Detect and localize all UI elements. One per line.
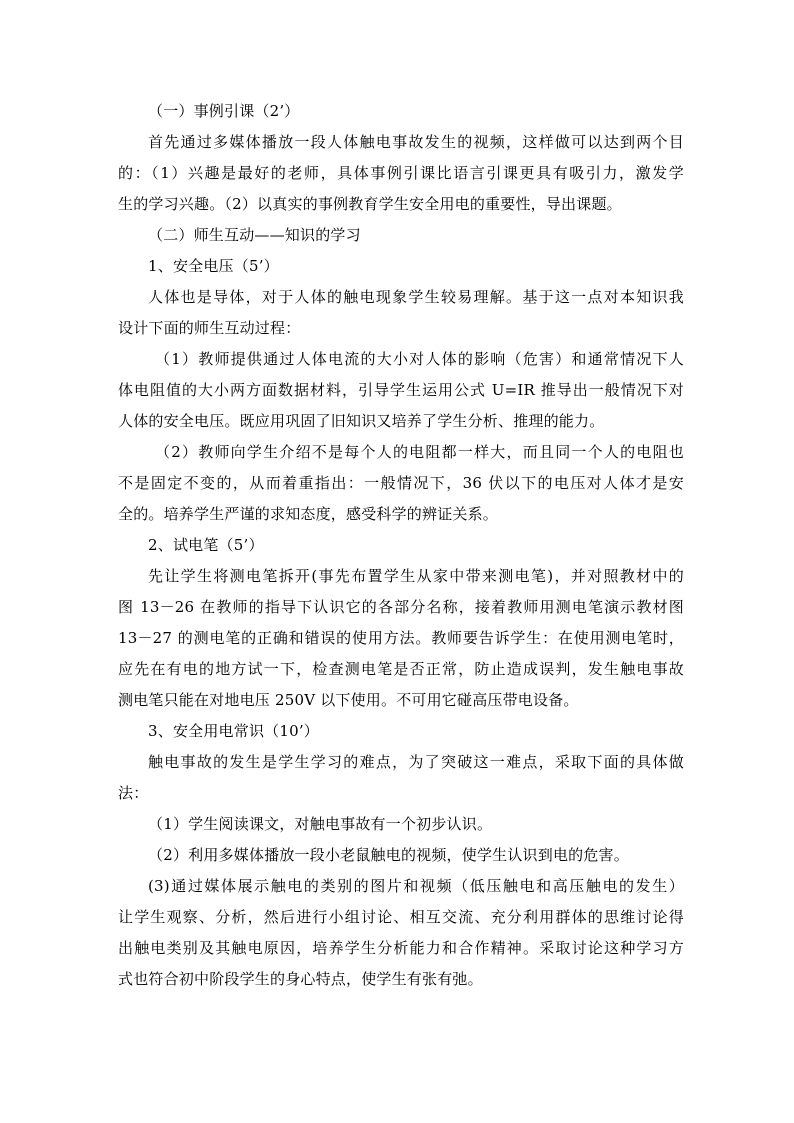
paragraph-line: 的：（1）兴趣是最好的老师，具体事例引课比语言引课更具有吸引力，激发学 xyxy=(118,164,684,182)
list-item-line: （2）利用多媒体播放一段小老鼠触电的视频，使学生认识到电的危害。 xyxy=(148,846,629,864)
paragraph-line: 全的。培养学生严谨的求知态度，感受科学的辨证关系。 xyxy=(118,505,499,523)
list-item-line: （1）教师提供通过人体电流的大小对人体的影响（危害）和通常情况下人 xyxy=(155,350,684,368)
paragraph-line: 法： xyxy=(118,784,149,802)
section-heading-2: （二）师生互动——知识的学习 xyxy=(148,226,361,244)
list-item-line: （2）教师向学生介绍不是每个人的电阻都一样大，而且同一个人的电阻也 xyxy=(155,443,684,461)
paragraph-line: 触电事故的发生是学生学习的难点，为了突破这一难点，采取下面的具体做 xyxy=(148,753,684,771)
paragraph-line: 出触电类别及其触电原因，培养学生分析能力和合作精神。采取讨论这种学习方 xyxy=(118,939,684,957)
paragraph-line: 设计下面的师生互动过程： xyxy=(118,319,301,337)
paragraph-line: 先让学生将测电笔拆开(事先布置学生从家中带来测电笔)，并对照教材中的 xyxy=(148,567,684,585)
paragraph-line: 体电阻值的大小两方面数据材料，引导学生运用公式 U=IR 推导出一般情况下对 xyxy=(118,381,684,399)
paragraph-line: 13－27 的测电笔的正确和错误的使用方法。教师要告诉学生：在使用测电笔时， xyxy=(118,629,684,647)
paragraph-line: 首先通过多媒体播放一段人体触电事故发生的视频，这样做可以达到两个目 xyxy=(148,133,684,151)
subsection-heading: 3、安全用电常识（10’） xyxy=(148,722,319,740)
section-heading-1: （一）事例引课（2’） xyxy=(148,102,300,120)
list-item-line: （1）学生阅读课文，对触电事故有一个初步认识。 xyxy=(148,815,493,833)
paragraph-line: 不是固定不变的，从而着重指出：一般情况下，36 伏以下的电压对人体才是安 xyxy=(118,474,684,492)
paragraph-line: 人体的安全电压。既应用巩固了旧知识又培养了学生分析、推理的能力。 xyxy=(118,412,605,430)
subsection-heading: 2、试电笔（5’） xyxy=(148,536,264,554)
paragraph-line: 让学生观察、分析，然后进行小组讨论、相互交流、充分利用群体的思维讨论得 xyxy=(118,908,684,926)
document-page xyxy=(118,96,684,995)
paragraph-line: 人体也是导体，对于人体的触电现象学生较易理解。基于这一点对本知识我 xyxy=(148,288,684,306)
list-item-line: (3)通过媒体展示触电的类别的图片和视频（低压触电和高压触电的发生） xyxy=(148,877,684,895)
paragraph-line: 测电笔只能在对地电压 250V 以下使用。不可用它碰高压带电设备。 xyxy=(118,691,579,709)
subsection-heading: 1、安全电压（5’） xyxy=(148,257,279,275)
paragraph-line: 应先在有电的地方试一下，检查测电笔是否正常，防止造成误判，发生触电事故 xyxy=(118,660,684,678)
paragraph-line: 式也符合初中阶段学生的身心特点，使学生有张有弛。 xyxy=(118,970,483,988)
paragraph-line: 生的学习兴趣。（2）以真实的事例教育学生安全用电的重要性，导出课题。 xyxy=(118,195,622,213)
paragraph-line: 图 13－26 在教师的指导下认识它的各部分名称，接着教师用测电笔演示教材图 xyxy=(118,598,684,616)
